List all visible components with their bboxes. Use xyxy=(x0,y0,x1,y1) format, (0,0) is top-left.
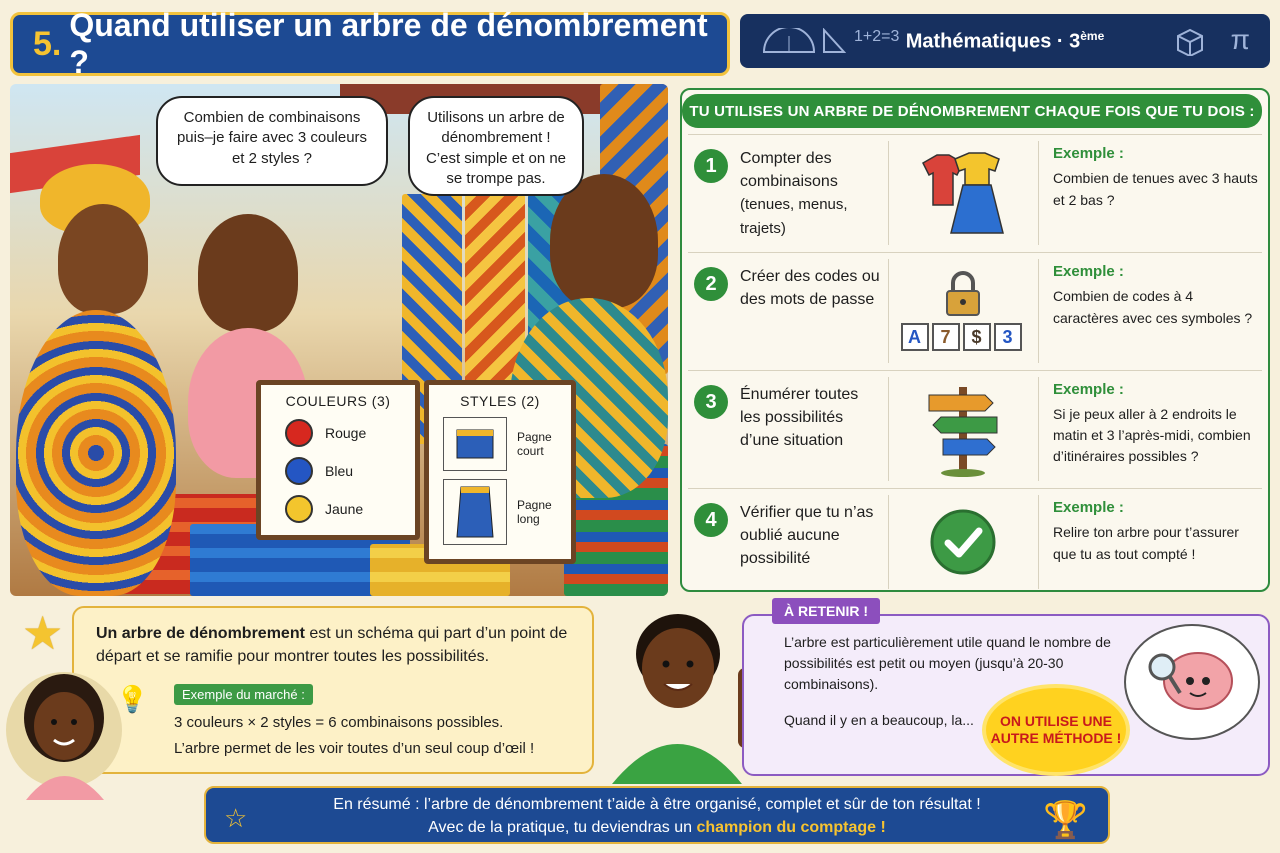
set-square-icon xyxy=(822,28,846,60)
summary-line-2: Avec de la pratique, tu deviendras un champion du comptage ! xyxy=(428,819,886,837)
code-keys: A 7 $ 3 xyxy=(901,323,1025,351)
use-example: Exemple : Si je peux aller à 2 endroits le matin et 3 l’après-midi, combien d’itinéraires possibles ? xyxy=(1038,377,1258,481)
color-option-yellow: Jaune xyxy=(285,495,415,523)
style-option-long: Pagne long xyxy=(443,479,571,545)
page-title: Quand utiliser un arbre de dénombrement ? xyxy=(69,7,708,80)
pi-icon: π xyxy=(1230,24,1250,55)
girl-character xyxy=(4,660,134,800)
cube-icon xyxy=(1174,26,1206,62)
checkmark-icon xyxy=(888,495,1036,589)
colors-board-title: COULEURS (3) xyxy=(285,393,391,409)
market-illustration xyxy=(10,84,668,596)
use-number: 3 xyxy=(694,385,728,419)
use-title: Compter des combinaisons (tenues, menus, trajets) xyxy=(740,150,848,237)
mother-face xyxy=(58,204,148,314)
example-line-1: 3 couleurs × 2 styles = 6 combinaisons possibles. xyxy=(174,714,504,731)
trophy-icon: 🏆 xyxy=(1043,799,1088,840)
use-number: 2 xyxy=(694,267,728,301)
long-wrap-icon xyxy=(443,479,507,545)
red-dot xyxy=(285,419,313,447)
use-example: Exemple : Combien de tenues avec 3 hauts et 2 bas ? xyxy=(1038,141,1258,245)
example-tag: Exemple du marché : xyxy=(174,684,313,705)
speech-bubble-seller: Utilisons un arbre de dénombrement ! C’est simple et on ne se trompe pas. xyxy=(408,96,584,196)
use-row-4 xyxy=(688,488,1262,592)
use-example: Exemple : Combien de codes à 4 caractères avec ces symboles ? xyxy=(1038,259,1258,363)
blue-dot xyxy=(285,457,313,485)
signpost-icon xyxy=(888,377,1036,481)
definition-box xyxy=(72,606,594,774)
use-number: 4 xyxy=(694,503,728,537)
color-option-blue: Bleu xyxy=(285,457,415,485)
colors-board xyxy=(256,380,420,540)
uses-heading: TU UTILISES UN ARBRE DE DÉNOMBREMENT CHAQUE FOIS QUE TU DOIS : xyxy=(682,94,1262,128)
color-option-red: Rouge xyxy=(285,419,415,447)
styles-board-title: STYLES (2) xyxy=(460,393,540,409)
protractor-icon xyxy=(762,28,816,60)
yellow-dot xyxy=(285,495,313,523)
padlock-code-icon xyxy=(888,259,1036,363)
styles-board xyxy=(424,380,576,564)
star-outline-icon: ☆ xyxy=(224,803,248,833)
retain-text: L’arbre est particulièrement utile quand le nombre de possibilités est petit ou moyen (jusqu’à 20-30 combinaisons). xyxy=(784,634,1111,692)
lightbulb-icon: 💡 xyxy=(116,684,149,714)
subject-bar xyxy=(740,14,1270,68)
brain-thought-bubble xyxy=(1124,624,1260,740)
star-icon: ★ xyxy=(22,607,64,659)
short-wrap-icon xyxy=(443,417,507,471)
formula-decoration: 1+2=3 xyxy=(854,28,900,45)
retain-more: Quand il y en a beaucoup, la... xyxy=(784,712,974,728)
uses-panel xyxy=(680,88,1270,592)
use-row-1 xyxy=(688,134,1262,250)
use-title: Créer des codes ou des mots de passe xyxy=(740,268,880,309)
retain-box xyxy=(742,614,1270,776)
clothes-icon xyxy=(888,141,1036,245)
use-title: Vérifier que tu n’as oublié aucune possibilité xyxy=(740,504,874,568)
summary-bar xyxy=(204,786,1110,844)
summary-line-1: En résumé : l’arbre de dénombrement t’aide à être organisé, complet et sûr de ton résultat ! xyxy=(333,796,981,813)
definition-text: Un arbre de dénombrement est un schéma qui part d’un point de départ et se ramifie pour montrer toutes les possibilités. xyxy=(96,625,568,666)
other-method-burst: ON UTILISE UNE AUTRE MÉTHODE ! xyxy=(986,688,1126,772)
use-number: 1 xyxy=(694,149,728,183)
use-title: Énumérer toutes les possibilités d’une situation xyxy=(740,386,859,450)
use-row-2 xyxy=(688,252,1262,368)
use-row-3 xyxy=(688,370,1262,486)
retain-tag: À RETENIR ! xyxy=(772,598,880,624)
title-bar xyxy=(10,7,730,80)
subject-label: Mathématiques · 3ème xyxy=(905,28,1105,53)
speech-bubble-girl: Combien de combinaisons puis–je faire avec 3 couleurs et 2 styles ? xyxy=(156,96,388,186)
brain-icon xyxy=(1142,637,1242,727)
padlock-icon xyxy=(943,271,983,317)
girl-face xyxy=(198,214,298,332)
mother-dress xyxy=(16,310,176,596)
section-number: 5. xyxy=(33,24,62,63)
style-option-short: Pagne court xyxy=(443,417,571,471)
example-line-2: L’arbre permet de les voir toutes d’un seul coup d’œil ! xyxy=(174,740,535,757)
use-example: Exemple : Relire ton arbre pour t’assurer que tu as tout compté ! xyxy=(1038,495,1258,589)
